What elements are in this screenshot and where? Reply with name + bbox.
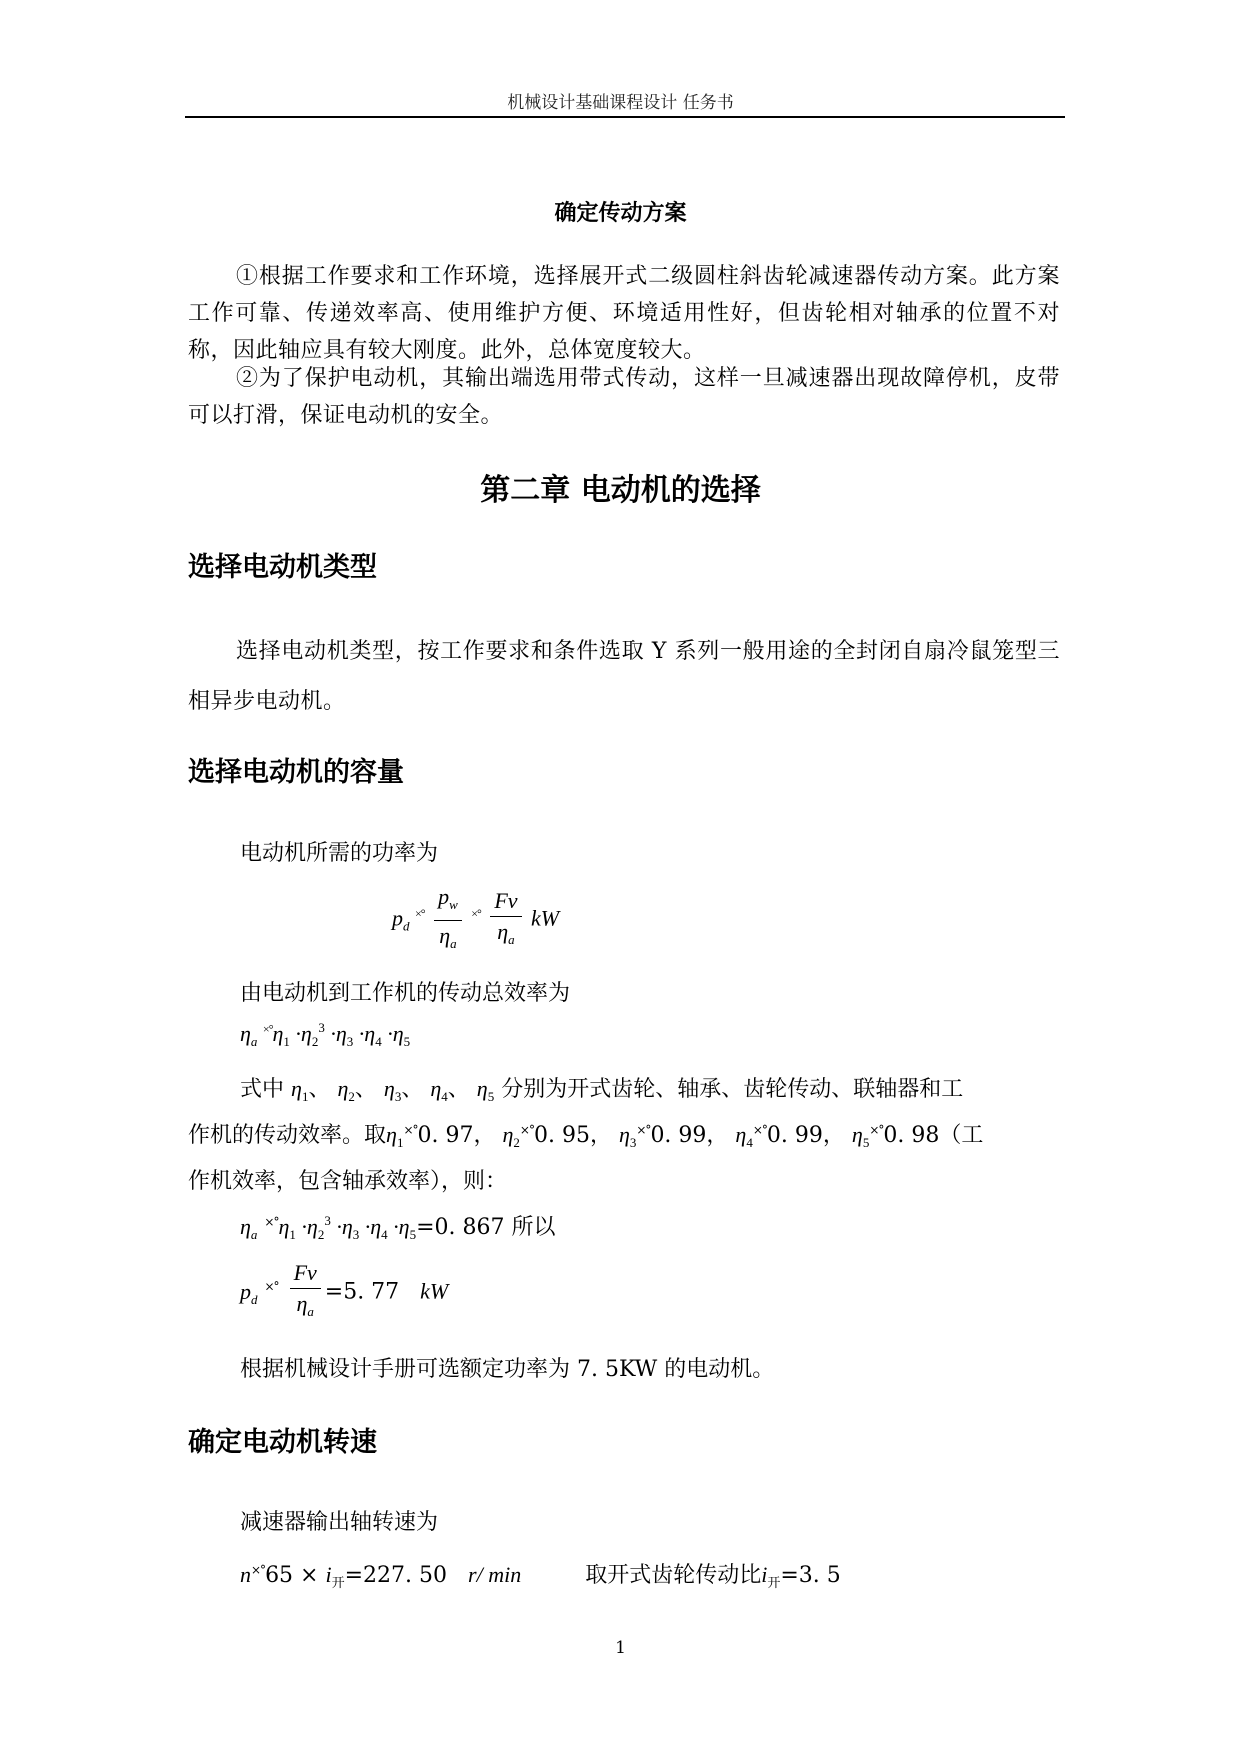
motor-conclusion: 根据机械设计手册可选额定功率为 7. 5KW 的电动机。 bbox=[240, 1357, 775, 1382]
section-title: 确定传动方案 bbox=[554, 200, 687, 226]
chapter-title: 第二章 电动机的选择 bbox=[480, 473, 761, 508]
formula-pd-result: $p_d$ ×° $\frac{Fv}{\eta_a}$ =5. 77 kW bbox=[240, 1258, 448, 1327]
heading-motor-type: 选择电动机类型 bbox=[188, 552, 377, 583]
formula-speed: $n^{\times^\circ}65 \times i_开=227$. 50 r/ min 取开式齿轮传动比$i_开=3$. 5 bbox=[240, 1562, 841, 1591]
heading-motor-speed: 确定电动机转速 bbox=[188, 1427, 377, 1458]
where-line: 式中 $\eta_1$、 $\eta_2$、 $\eta_3$、 $\eta_4$、 $\eta_5$ 分别为开式齿轮、轴承、齿轮传动、联轴器和工 bbox=[240, 1076, 964, 1104]
formula-eta-total: $\eta_a$ $^{\times^\circ}\eta_1 \cdot\eta_2^3 \cdot\eta_3 \cdot\eta_4 \cdot\eta_5$ bbox=[240, 1020, 411, 1049]
heading-motor-capacity: 选择电动机的容量 bbox=[188, 757, 404, 788]
fraction-fv-eta: $\frac{Fv}{\eta_a}$ bbox=[490, 886, 521, 955]
efficiency-intro: 由电动机到工作机的传动总效率为 bbox=[240, 981, 571, 1006]
formula-eta-result: $\eta_a$ $^{\times^\circ}\eta_1 \cdot\eta_2^3 \cdot\eta_3 \cdot\eta_4 \cdot\eta_5=0$. 867 所以 bbox=[240, 1213, 556, 1242]
take-values-line: 作机的传动效率。取$\eta_1^{\times^\circ}0$. 97， $\eta_2^{\times^\circ}0$. 95， $\eta_3^{\times^\circ}0$. 99， $\eta_4^{\times^\circ}0$. 99， $\eta_5^{\times^\circ}0$. 98（工 bbox=[188, 1122, 984, 1150]
paragraph-scheme-2: ②为了保护电动机，其输出端选用带式传动，这样一旦减速器出现故障停机，皮带可以打滑，保证电动机的安全。 bbox=[188, 366, 1060, 428]
formula-pd: $p_d$ ×° $\frac{p_w}{\eta_a}$ ×° $\frac{Fv}{\eta_a}$ kW bbox=[392, 882, 559, 959]
paragraph-scheme-1: ①根据工作要求和工作环境，选择展开式二级圆柱斜齿轮减速器传动方案。此方案工作可靠、传递效率高、使用维护方便、环境适用性好，但齿轮相对轴承的位置不对称，因此轴应具有较大刚度。此外，总体宽度较大。 bbox=[188, 264, 1060, 363]
speed-intro: 减速器输出轴转速为 bbox=[240, 1510, 439, 1535]
running-header: 机械设计基础课程设计 任务书 bbox=[507, 93, 734, 113]
page-number: 1 bbox=[615, 1638, 626, 1658]
header-rule bbox=[185, 116, 1065, 118]
fraction-pw-eta: $\frac{p_w}{\eta_a}$ bbox=[434, 882, 462, 959]
paragraph-motor-type: 选择电动机类型，按工作要求和条件选取 Y 系列一般用途的全封闭自扇冷鼠笼型三相异步电动机。 bbox=[188, 639, 1060, 714]
take-values-line-3: 作机效率，包含轴承效率），则： bbox=[188, 1169, 508, 1194]
power-intro: 电动机所需的功率为 bbox=[240, 841, 439, 866]
fraction-fv-eta-result: $\frac{Fv}{\eta_a}$ bbox=[290, 1258, 321, 1327]
